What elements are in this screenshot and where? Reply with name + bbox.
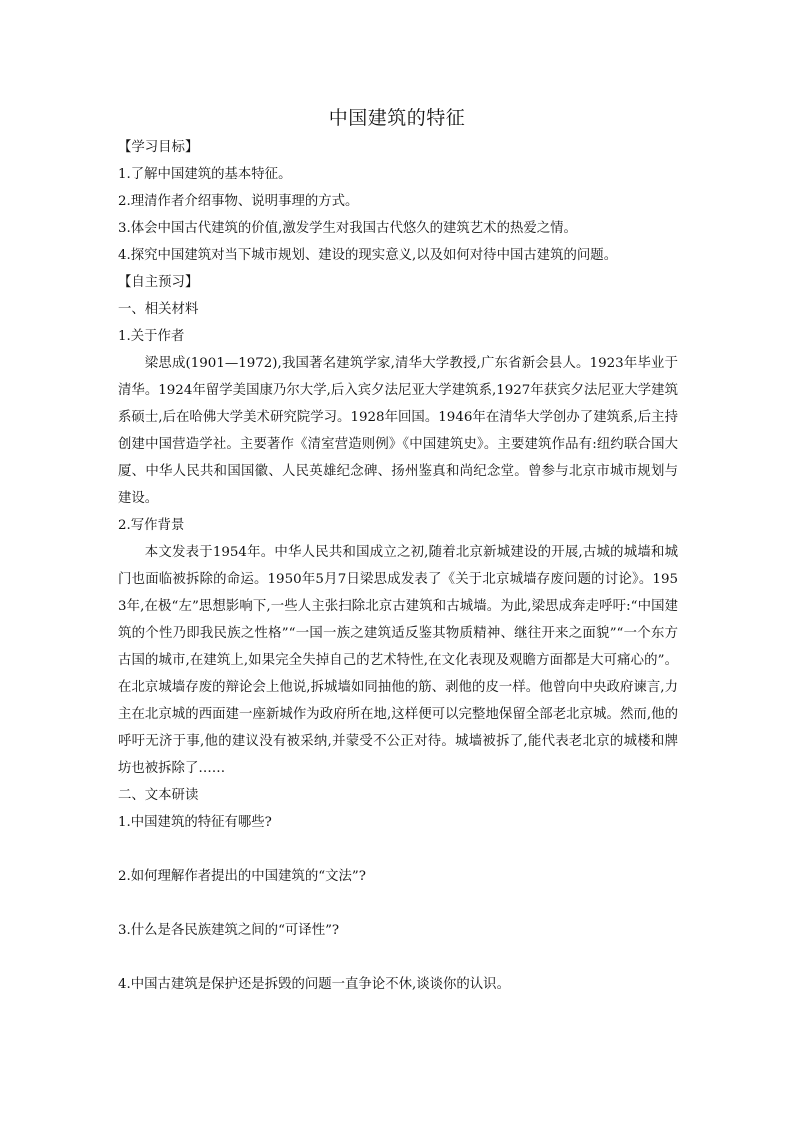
paragraph-writing-background: 本文发表于1954年。中华人民共和国成立之初,随着北京新城建设的开展,古城的城墙和城门也面临被拆除的命运。1950年5月7日梁思成发表了《关于北京城墙存废问题的讨论》。1953年,在极“左”思想影响下,一些人主张扫除北京古建筑和古城墙。为此,梁思成奔走呼吁:“中国建筑的个性乃即我民族之性格”“一国一族之建筑适反鉴其物质精神、继往开来之面貌”“一个东方古国的城市,在建筑上,如果完全失掉自己的艺术特性,在文化表现及观瞻方面都是大可痛心的”。在北京城墙存废的辩论会上他说,拆城墙如同抽他的筋、剥他的皮一样。他曾向中央政府谏言,力主在北京城的西面建一座新城作为政府所在地,这样便可以完整地保留全部老北京城。然而,他的呼吁无济于事,他的建议没有被采纳,并蒙受不公正对待。城墙被拆了,能代表老北京的城楼和牌坊也被拆除了……	[118, 545, 678, 776]
section-heading-self-preview: 【自主预习】	[118, 275, 199, 290]
question-4: 4.中国古建筑是保护还是拆毁的问题一直争论不休,谈谈你的认识。	[118, 977, 510, 992]
question-3: 3.什么是各民族建筑之间的“可译性”?	[118, 923, 340, 938]
document-title: 中国建筑的特征	[328, 107, 466, 129]
question-2: 2.如何理解作者提出的中国建筑的“文法”?	[118, 869, 366, 884]
goal-item-4: 4.探究中国建筑对当下城市规划、建设的现实意义,以及如何对待中国古建筑的问题。	[118, 248, 618, 263]
answer-space-2	[118, 890, 678, 917]
document-body	[118, 134, 678, 998]
question-1: 1.中国建筑的特征有哪些?	[118, 815, 272, 830]
subheading-writing-background: 2.写作背景	[118, 518, 185, 533]
answer-space-3	[118, 944, 678, 971]
subheading-about-author: 1.关于作者	[118, 329, 185, 344]
part-heading-text-study: 二、文本研读	[118, 788, 199, 803]
answer-space-1	[118, 836, 678, 863]
goal-item-1: 1.了解中国建筑的基本特征。	[118, 167, 292, 182]
goal-item-2: 2.理清作者介绍事物、说明事理的方式。	[118, 194, 359, 209]
paragraph-about-author: 梁思成(1901—1972),我国著名建筑学家,清华大学教授,广东省新会县人。1923年毕业于清华。1924年留学美国康乃尔大学,后入宾夕法尼亚大学建筑系,1927年获宾夕法尼亚大学建筑系硕士,后在哈佛大学美术研究院学习。1928年回国。1946年在清华大学创办了建筑系,后主持创建中国营造学社。主要著作《清室营造则例》《中国建筑史》。主要建筑作品有:纽约联合国大厦、中华人民共和国国徽、人民英雄纪念碑、扬州鉴真和尚纪念堂。曾参与北京市城市规划与建设。	[118, 356, 678, 506]
part-heading-materials: 一、相关材料	[118, 302, 199, 317]
goal-item-3: 3.体会中国古代建筑的价值,激发学生对我国古代悠久的建筑艺术的热爱之情。	[118, 221, 577, 236]
section-heading-learning-goals: 【学习目标】	[118, 140, 199, 155]
